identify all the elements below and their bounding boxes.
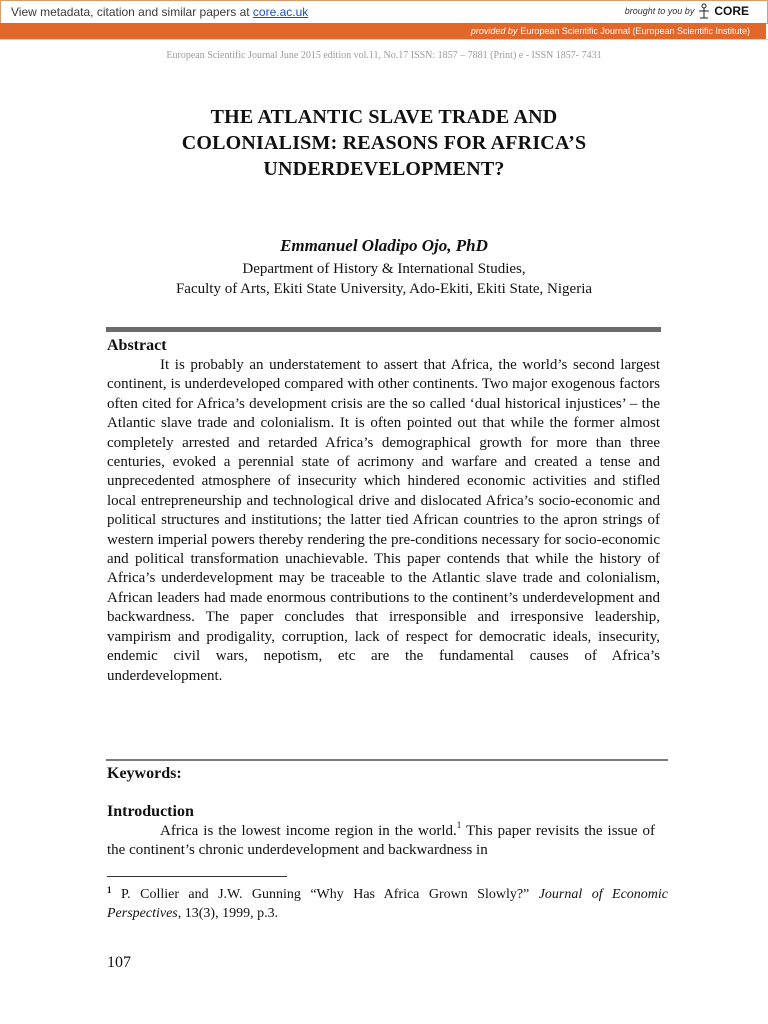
author-name: Emmanuel Oladipo Ojo, PhD: [280, 236, 488, 255]
core-top-strip: [0, 0, 768, 24]
affiliation-line: Faculty of Arts, Ekiti State University, Ado-Ekiti, Ekiti State, Nigeria: [175, 281, 593, 297]
title-line: COLONIALISM: REASONS FOR AFRICA’S: [181, 132, 587, 154]
intro-text-start: Africa is the lowest income region in the world.: [160, 823, 457, 839]
page-number: 107: [107, 954, 131, 971]
footnote-citation: , 13(3), 1999, p.3.: [177, 906, 279, 921]
affiliation-line: Department of History & International Studies,: [242, 261, 526, 277]
brought-to-you-text: brought to you by: [624, 6, 695, 16]
core-brought-by[interactable]: [625, 3, 749, 19]
footnote-mark: 1: [107, 885, 112, 895]
core-ac-uk-link[interactable]: core.ac.uk: [252, 5, 309, 19]
abstract-bottom-rule: [106, 759, 668, 761]
provided-by-text: provided by: [470, 26, 518, 36]
introduction-heading: Introduction: [107, 803, 194, 820]
abstract-text: It is probably an understatement to assert that Africa, the world’s second largest continent, is underdeveloped compared with other continents. Two major exogenous factors often cited for Africa’s development crisis are the so called ‘dual historical injustices’ – the Atlantic slave trade and colonialism. It is often pointed out that while the former almost completely arrested and retarded Africa’s demographical growth for more than three centuries, evoked a perennial state of acrimony and warfare and created a tense and unprecedented atmosphere of insecurity which hindered economic activities and stifled local entrepreneurship and technological drive and dislocated Africa’s socio-economic and political structures and institutions; the latter tied African countries to the apron strings of western imperial powers thereby rendering the pre-conditions necessary for socio-economic and political transformation unachievable. This paper contends that while the history of Africa’s underdevelopment may be traceable to the Atlantic slave trade and colonialism, African leaders had made enormous contributions to the continent’s underdevelopment and backwardness. The paper concludes that irresponsible and irresponsive leadership, vampirism and prodigality, corruption, lack of respect for democratic ideals, insecurity, endemic civil wars, nepotism, etc are the fundamental causes of Africa’s underdevelopment.: [107, 357, 660, 684]
title-line: THE ATLANTIC SLAVE TRADE AND: [210, 106, 558, 128]
core-brand-label: CORE: [714, 4, 749, 18]
intro-text-end: This paper revisits the issue of the continent’s chronic underdevelopment and backwardness in: [107, 823, 655, 859]
core-provided-strip: [0, 23, 766, 39]
affiliation: [0, 259, 768, 299]
footnote-ref-mark[interactable]: 1: [456, 820, 462, 830]
title-line: UNDERDEVELOPMENT?: [263, 158, 505, 180]
core-banner: [0, 0, 768, 40]
footnote: [107, 885, 668, 923]
core-metadata-line: [11, 5, 308, 19]
journal-info: European Scientific Journal June 2015 edition vol.11, No.17 ISSN: 1857 – 7881 (Print) e - ISSN 1857- 7431: [166, 50, 602, 61]
introduction-text: [107, 822, 655, 861]
abstract-heading: Abstract: [107, 337, 167, 354]
core-metadata-prefix: View metadata, citation and similar papers at: [11, 5, 253, 19]
footnote-rule: [107, 876, 287, 877]
footnote-journal: Journal of Economic Perspectives: [107, 887, 669, 921]
core-logo-icon: [697, 3, 711, 19]
paper-title: [100, 104, 668, 182]
keywords-heading: Keywords:: [107, 765, 182, 782]
abstract-top-rule: [106, 327, 661, 332]
provider-name[interactable]: European Scientific Journal (European Scientific Institute): [520, 26, 750, 36]
footnote-authors: P. Collier and J.W. Gunning “Why Has Africa Grown Slowly?”: [111, 887, 539, 902]
